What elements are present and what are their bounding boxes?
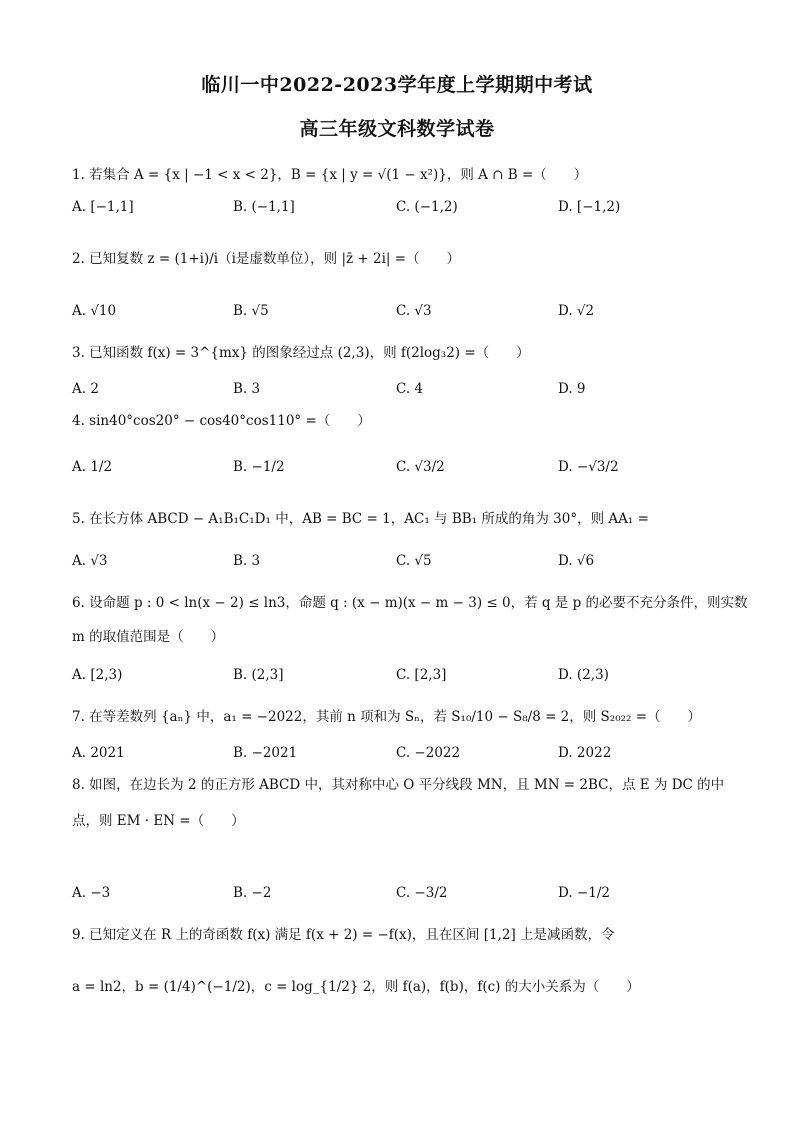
q4-option-a: A. 1/2: [72, 459, 113, 475]
q2-option-b: B. √5: [233, 303, 269, 319]
question-6-cont: m 的取值范围是（ ）: [72, 629, 225, 645]
q4-option-d: D. −√3/2: [558, 459, 619, 475]
q7-option-c: C. −2022: [396, 745, 461, 761]
q1-option-d: D. [−1,2): [558, 199, 621, 215]
question-8: 8. 如图，在边长为 2 的正方形 ABCD 中，其对称中心 O 平分线段 MN，且 MN = 2BC，点 E 为 DC 的中: [72, 777, 725, 793]
q1-option-c: C. (−1,2): [396, 199, 458, 215]
question-6: 6. 设命题 p : 0 < ln(x − 2) ≤ ln3，命题 q : (x − m)(x − m − 3) ≤ 0，若 q 是 p 的必要不充分条件，则实数: [72, 595, 748, 611]
q2-option-d: D. √2: [558, 303, 595, 319]
q6-option-c: C. [2,3]: [396, 667, 447, 683]
question-2: 2. 已知复数 z = (1+i)/i（i是虚数单位），则 |z̄ + 2i| =（ ）: [72, 251, 461, 267]
question-4: 4. sin40°cos20° − cos40°cos110° =（ ）: [72, 413, 371, 429]
q8-option-d: D. −1/2: [558, 885, 610, 901]
q5-option-a: A. √3: [72, 553, 108, 569]
question-9-cont: a = ln2，b = (1/4)^(−1/2)，c = log_{1/2} 2，则 f(a)，f(b)，f(c) 的大小关系为（ ）: [72, 979, 640, 995]
q6-option-a: A. [2,3): [72, 667, 123, 683]
q2-option-a: A. √10: [72, 303, 117, 319]
q7-option-d: D. 2022: [558, 745, 612, 761]
q8-option-c: C. −3/2: [396, 885, 448, 901]
q6-option-b: B. (2,3]: [233, 667, 284, 683]
q5-option-c: C. √5: [396, 553, 432, 569]
q3-option-a: A. 2: [72, 381, 99, 397]
question-3: 3. 已知函数 f(x) = 3^{mx} 的图象经过点 (2,3)，则 f(2log₃2) =（ ）: [72, 345, 530, 361]
q3-option-d: D. 9: [558, 381, 586, 397]
q3-option-b: B. 3: [233, 381, 261, 397]
question-7: 7. 在等差数列 {aₙ} 中，a₁ = −2022，其前 n 项和为 Sₙ，若 S₁₀/10 − S₈/8 = 2，则 S₂₀₂₂ =（ ）: [72, 709, 702, 725]
q4-option-c: C. √3/2: [396, 459, 445, 475]
q7-option-a: A. 2021: [72, 745, 125, 761]
question-9: 9. 已知定义在 R 上的奇函数 f(x) 满足 f(x + 2) = −f(x)，且在区间 [1,2] 上是减函数，令: [72, 927, 615, 943]
q4-option-b: B. −1/2: [233, 459, 285, 475]
question-5: 5. 在长方体 ABCD − A₁B₁C₁D₁ 中，AB = BC = 1，AC₁ 与 BB₁ 所成的角为 30°，则 AA₁ =: [72, 511, 649, 527]
q5-option-d: D. √6: [558, 553, 595, 569]
q6-option-d: D. (2,3): [558, 667, 609, 683]
q5-option-b: B. 3: [233, 553, 261, 569]
q7-option-b: B. −2021: [233, 745, 298, 761]
question-8-cont: 点，则 EM · EN =（ ）: [72, 813, 245, 829]
exam-subtitle: 高三年级文科数学试卷: [299, 118, 495, 140]
q2-option-c: C. √3: [396, 303, 432, 319]
question-1: 1. 若集合 A = {x | −1 < x < 2}，B = {x | y = √(1 − x²)}，则 A ∩ B =（ ）: [72, 167, 588, 183]
exam-title: 临川一中2022-2023学年度上学期期中考试: [201, 74, 593, 96]
q8-option-a: A. −3: [72, 885, 111, 901]
q1-option-b: B. (−1,1]: [233, 199, 295, 215]
q1-option-a: A. [−1,1]: [72, 199, 134, 215]
q8-option-b: B. −2: [233, 885, 272, 901]
q3-option-c: C. 4: [396, 381, 424, 397]
